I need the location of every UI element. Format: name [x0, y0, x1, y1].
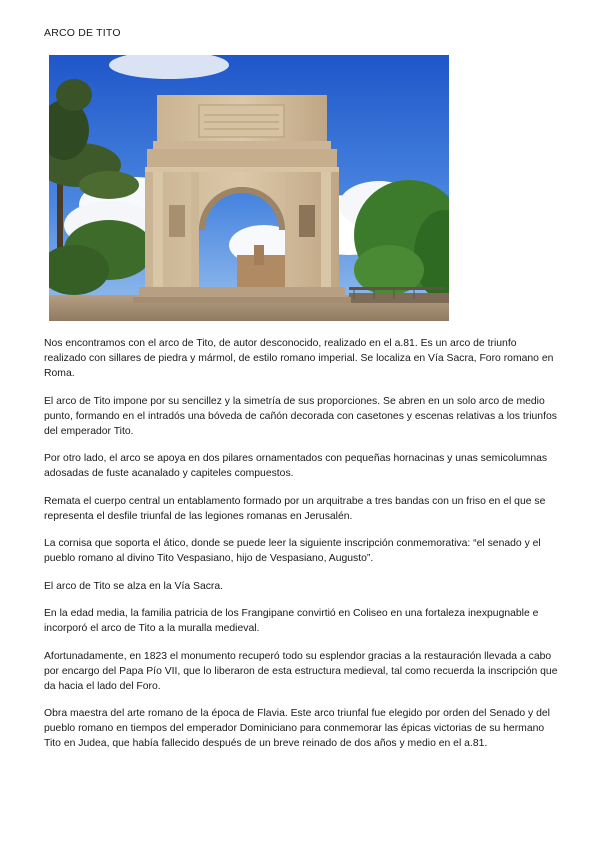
paragraph: El arco de Tito impone por su sencillez y la simetría de sus proporciones. Se abren en un solo arco de medio punto, formando en el intradós una bóveda de cañón decorada con casetones y escenas relativas a los triunfos del emperador Tito. — [44, 395, 557, 437]
paragraph: La cornisa que soporta el ático, donde se puede leer la siguiente inscripción conmemorativa: “el senado y el pueblo romano al divino Tito Vespasiano, hijo de Vespasiano, Augusto”. — [44, 538, 541, 564]
paragraph: En la edad media, la familia patricia de los Frangipane convirtió en Coliseo en una fortaleza inexpugnable e incorporó el arco de Tito a la muralla medieval. — [44, 608, 539, 634]
page-title: ARCO DE TITO — [44, 27, 121, 39]
paragraph: Remata el cuerpo central un entablamento formado por un arquitrabe a tres bandas con un friso en el que se representa el desfile triunfal de las legiones romanas en Jerusalén. — [44, 495, 546, 522]
body-text — [44, 336, 560, 764]
paragraph: El arco de Tito se alza en la Vía Sacra. — [44, 580, 224, 592]
paragraph: Afortunadamente, en 1823 el monumento recuperó todo su esplendor gracias a la restauración llevada a cabo por encargo del Papa Pío VII, que lo liberaron de esta estructura medieval, tal como recuerda la inscripción que da hacia el lado del Foro. — [44, 650, 558, 692]
paragraph: Nos encontramos con el arco de Tito, de autor desconocido, realizado en el a.81. Es un arco de triunfo realizado con sillares de piedra y mármol, de estilo romano imperial. Se localiza en Vía Sacra, Foro romano en Roma. — [44, 338, 554, 379]
paragraph: Obra maestra del arte romano de la época de Flavia. Este arco triunfal fue elegido por orden del Senado y del pueblo romano en tiempos del emperador Dominiciano para conmemorar las épicas victorias de su hermano Tito en Judea, que había fallecido después de un breve reinado de dos años y medio en el a.81. — [44, 708, 550, 749]
paragraph: Por otro lado, el arco se apoya en dos pilares ornamentados con pequeñas hornacinas y unas semicolumnas adosadas de fuste acanalado y capiteles compuestos. — [44, 453, 548, 479]
arch-photo — [49, 55, 449, 321]
